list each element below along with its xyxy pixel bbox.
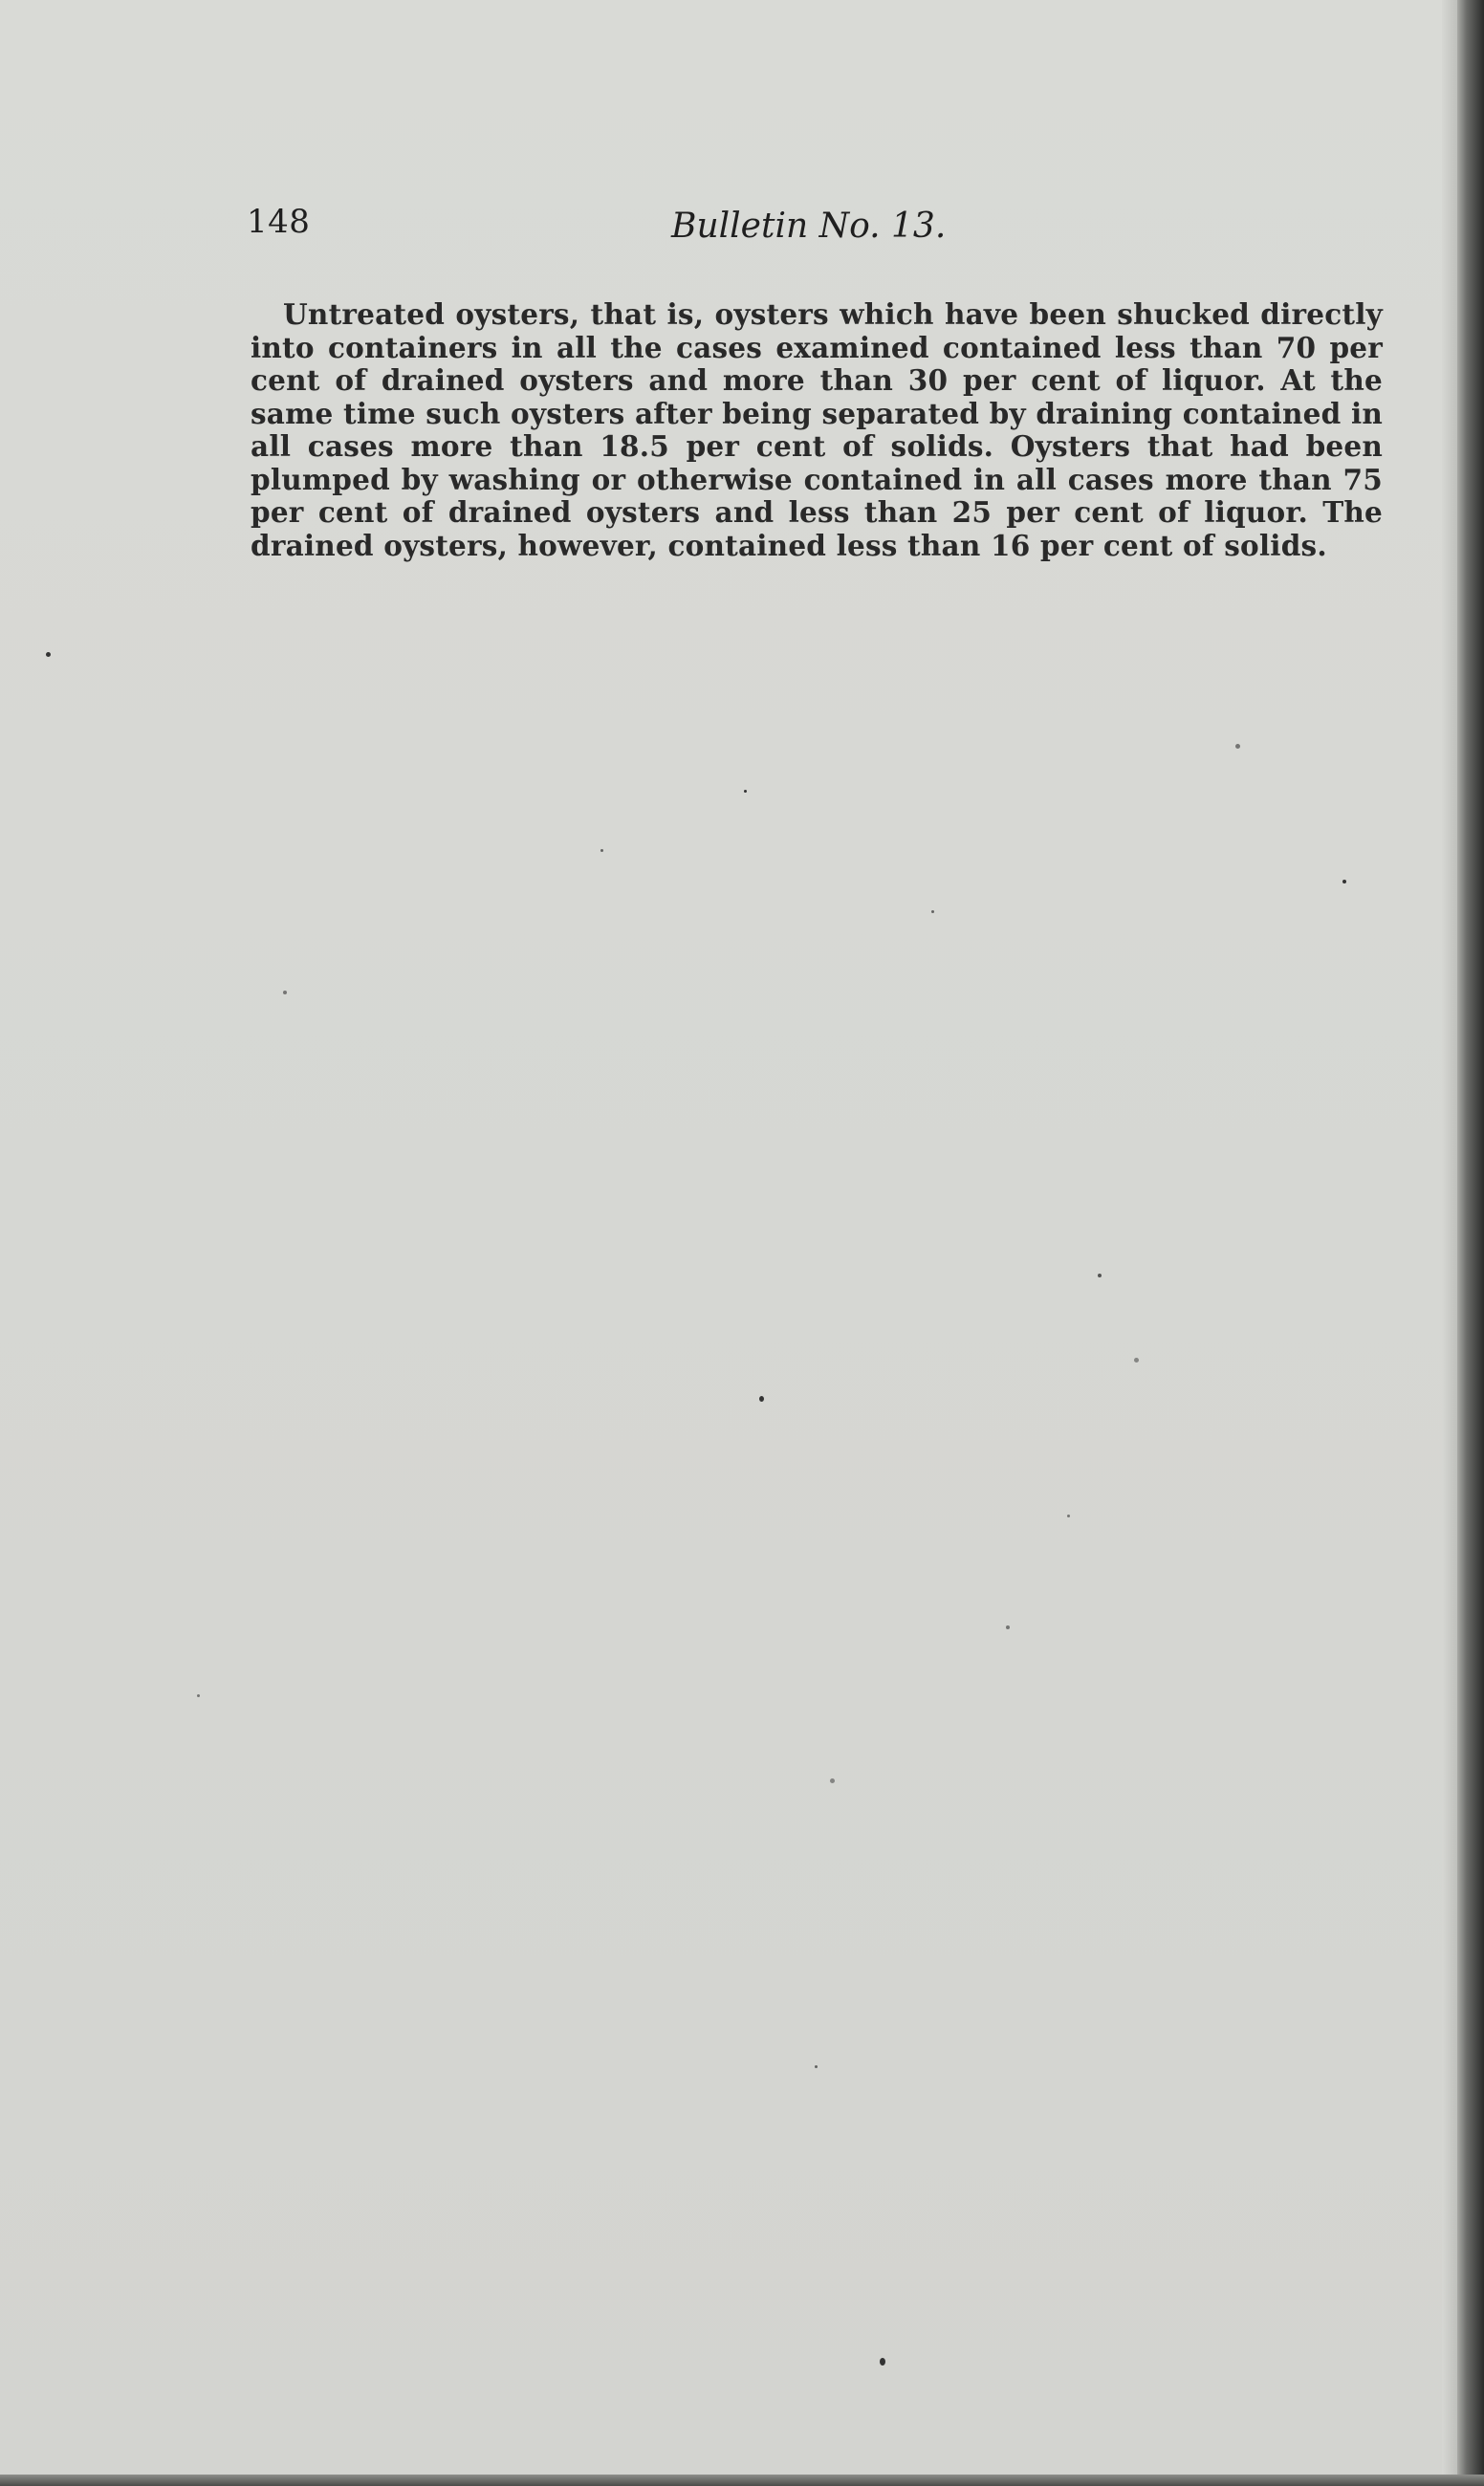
dust-speck	[1067, 1515, 1070, 1517]
dust-speck	[759, 1396, 764, 1402]
dust-speck	[600, 849, 603, 852]
dust-speck	[1235, 744, 1240, 749]
dust-speck	[46, 652, 51, 657]
dust-speck	[815, 2065, 818, 2068]
dust-speck	[283, 991, 287, 994]
dust-speck	[197, 1694, 200, 1697]
running-head	[247, 203, 1385, 251]
dust-speck	[1006, 1625, 1010, 1629]
book-edge	[1457, 0, 1484, 2486]
bottom-edge	[0, 2475, 1484, 2486]
dust-speck	[1098, 1274, 1102, 1277]
dust-speck	[830, 1778, 835, 1783]
dust-speck	[744, 790, 747, 793]
dust-speck	[1134, 1358, 1139, 1363]
dust-speck	[931, 910, 934, 913]
dust-speck	[880, 2358, 885, 2366]
bulletin-title: Bulletin No. 13.	[671, 207, 947, 246]
page-number: 148	[247, 203, 311, 241]
dust-speck	[1342, 880, 1346, 883]
body-paragraph: Untreated oysters, that is, oysters which have been shucked directly into containers in all the cases examined contained less than 70 per cent of drained oysters and more than 30 per cent of liquor. At the same time such oysters after being separated by draining contained in all cases more than 18.5 per cent of solids. Oysters that had been plumped by washing or otherwise contained in all cases more than 75 per cent of drained oysters and less than 25 per cent of liquor. The drained oysters, however, contained less than 16 per cent of solids.	[251, 297, 1383, 562]
page-gutter-shadow	[1442, 0, 1457, 2475]
